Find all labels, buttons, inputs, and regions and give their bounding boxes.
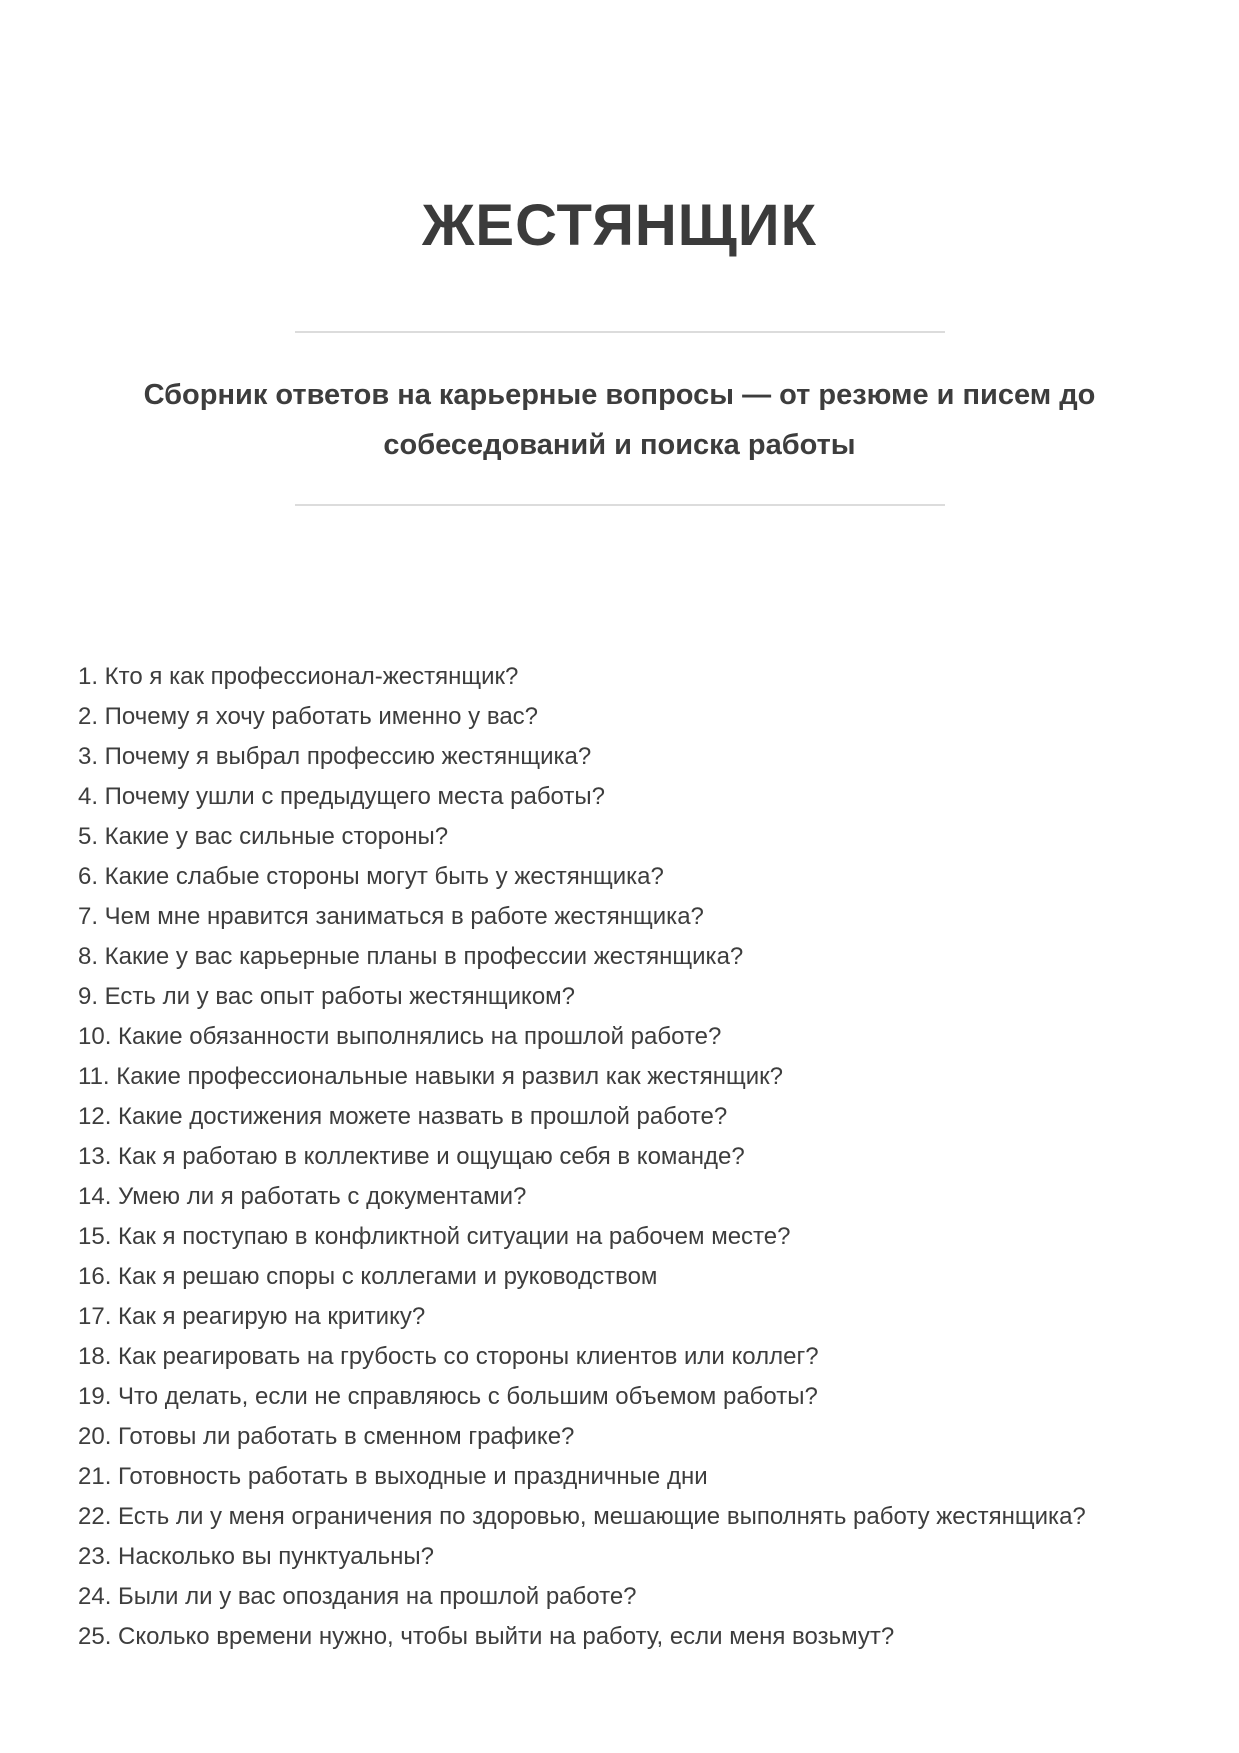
question-item: 3. Почему я выбрал профессию жестянщика? xyxy=(78,743,592,770)
question-item: 12. Какие достижения можете назвать в прошлой работе? xyxy=(78,1103,728,1130)
question-item: 14. Умею ли я работать с документами? xyxy=(78,1183,527,1210)
question-item: 4. Почему ушли с предыдущего места работы? xyxy=(78,783,605,810)
question-item: 24. Были ли у вас опоздания на прошлой работе? xyxy=(78,1583,637,1610)
question-item: 16. Как я решаю споры с коллегами и руководством xyxy=(78,1263,658,1290)
question-item: 20. Готовы ли работать в сменном графике? xyxy=(78,1423,575,1450)
question-item: 19. Что делать, если не справляюсь с большим объемом работы? xyxy=(78,1383,818,1410)
question-item: 15. Как я поступаю в конфликтной ситуации на рабочем месте? xyxy=(78,1223,791,1250)
divider-bottom xyxy=(295,504,945,506)
question-item: 17. Как я реагирую на критику? xyxy=(78,1303,426,1330)
page-title: ЖЕСТЯНЩИК xyxy=(422,193,817,258)
question-item: 25. Сколько времени нужно, чтобы выйти на работу, если меня возьмут? xyxy=(78,1623,895,1650)
question-item: 10. Какие обязанности выполнялись на прошлой работе? xyxy=(78,1023,722,1050)
question-item: 5. Какие у вас сильные стороны? xyxy=(78,823,449,850)
question-item: 21. Готовность работать в выходные и праздничные дни xyxy=(78,1463,708,1490)
question-item: 23. Насколько вы пунктуальны? xyxy=(78,1543,434,1570)
divider-top xyxy=(295,331,945,333)
question-list xyxy=(78,657,1199,1657)
question-item: 22. Есть ли у меня ограничения по здоровью, мешающие выполнять работу жестянщика? xyxy=(78,1503,1086,1530)
question-item: 6. Какие слабые стороны могут быть у жестянщика? xyxy=(78,863,664,890)
question-item: 2. Почему я хочу работать именно у вас? xyxy=(78,703,539,730)
question-item: 7. Чем мне нравится заниматься в работе жестянщика? xyxy=(78,903,704,930)
question-item: 11. Какие профессиональные навыки я развил как жестянщик? xyxy=(78,1063,783,1090)
page-subtitle xyxy=(70,370,1170,470)
subtitle-line-1: Сборник ответов на карьерные вопросы — от резюме и писем до xyxy=(143,379,1096,411)
question-item: 9. Есть ли у вас опыт работы жестянщиком? xyxy=(78,983,576,1010)
question-item: 18. Как реагировать на грубость со стороны клиентов или коллег? xyxy=(78,1343,819,1370)
question-item: 13. Как я работаю в коллективе и ощущаю себя в команде? xyxy=(78,1143,745,1170)
subtitle-line-2: собеседований и поиска работы xyxy=(383,429,856,461)
question-item: 8. Какие у вас карьерные планы в профессии жестянщика? xyxy=(78,943,744,970)
question-item: 1. Кто я как профессионал-жестянщик? xyxy=(78,663,519,690)
